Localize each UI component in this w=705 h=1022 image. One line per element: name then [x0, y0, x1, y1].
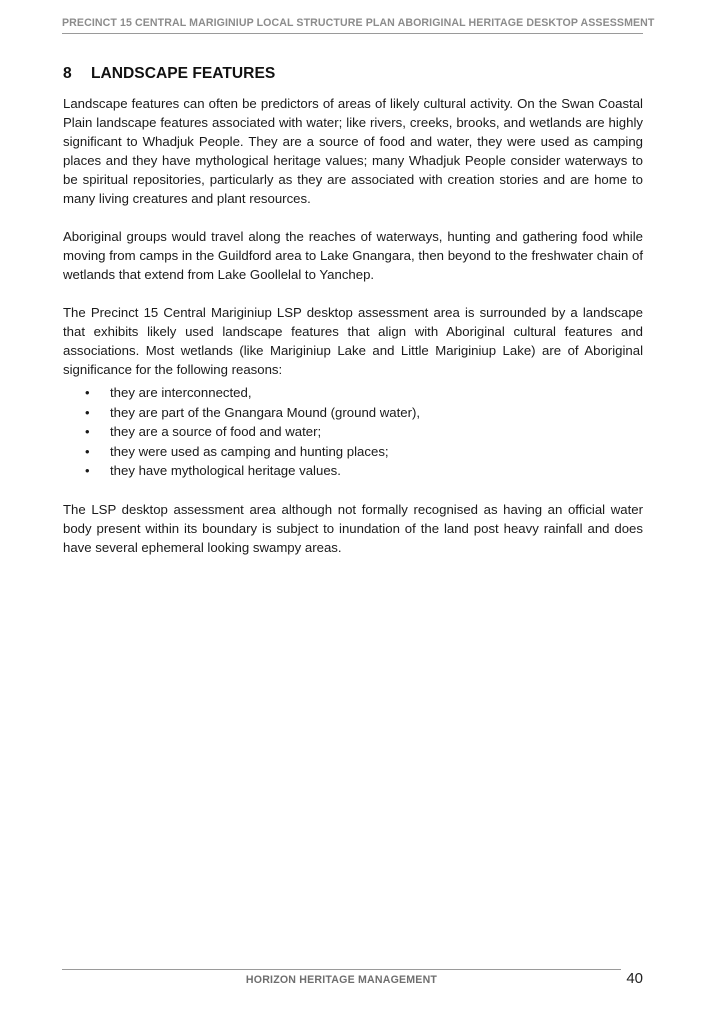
section-number: 8: [63, 65, 72, 82]
list-item: [63, 403, 643, 423]
footer-divider: [62, 969, 621, 970]
page-number: 40: [626, 970, 643, 987]
paragraph-landscape-predictors: Landscape features can often be predictors of areas of likely cultural activity. On the Swan Coastal Plain landscape features associated with water; like rivers, creeks, brooks, and wetlands are highly significant to Whadjuk People. They are a source of food and water, they were used as camping places and they have mythological heritage values; many Whadjuk People consider waterways to be spiritual repositories, particularly as they are associated with creation stories and are home to many living creatures and plant resources.: [63, 96, 643, 206]
bullet-icon: •: [85, 424, 90, 439]
list-item-text: they are interconnected,: [110, 385, 252, 400]
list-item-text: they are part of the Gnangara Mound (ground water),: [110, 404, 421, 420]
list-item: [63, 422, 643, 442]
list-item: [63, 461, 643, 481]
bullet-icon: •: [85, 385, 90, 400]
paragraph-travel-routes: Aboriginal groups would travel along the reaches of waterways, hunting and gathering food while moving from camps in the Guildford area to Lake Gnangara, then beyond to the freshwater chain of wetlands that extend from Lake Goollelal to Yanchep.: [63, 229, 643, 282]
footer-organization: HORIZON HERITAGE MANAGEMENT: [245, 974, 438, 986]
list-item: [63, 442, 643, 462]
running-header: PRECINCT 15 CENTRAL MARIGINIUP LOCAL STRUCTURE PLAN ABORIGINAL HERITAGE DESKTOP ASSESSMENT: [62, 15, 643, 34]
paragraph-inundation: The LSP desktop assessment area although not formally recognised as having an official water body present within its boundary is subject to inundation of the land post heavy rainfall and does have several ephemeral looking swampy areas.: [63, 501, 643, 555]
section-heading: [63, 62, 643, 86]
bullet-icon: •: [85, 404, 90, 420]
page-content: [63, 62, 643, 576]
list-item-text: they have mythological heritage values.: [110, 463, 341, 478]
bullet-icon: •: [85, 463, 90, 478]
bullet-icon: •: [85, 443, 90, 459]
list-item-text: they are a source of food and water;: [110, 424, 322, 439]
section-title: LANDSCAPE FEATURES: [91, 65, 276, 82]
list-item: [63, 383, 643, 403]
list-item-text: they were used as camping and hunting places;: [110, 443, 389, 459]
paragraph-wetlands-significance: The Precinct 15 Central Mariginiup LSP desktop assessment area is surrounded by a landscape that exhibits likely used landscape features that align with Aboriginal cultural features and associations. Most wetlands (like Mariginiup Lake and Little Mariginiup Lake) are of Aboriginal significance for the following reasons:: [63, 305, 643, 377]
reasons-list: [63, 383, 643, 481]
